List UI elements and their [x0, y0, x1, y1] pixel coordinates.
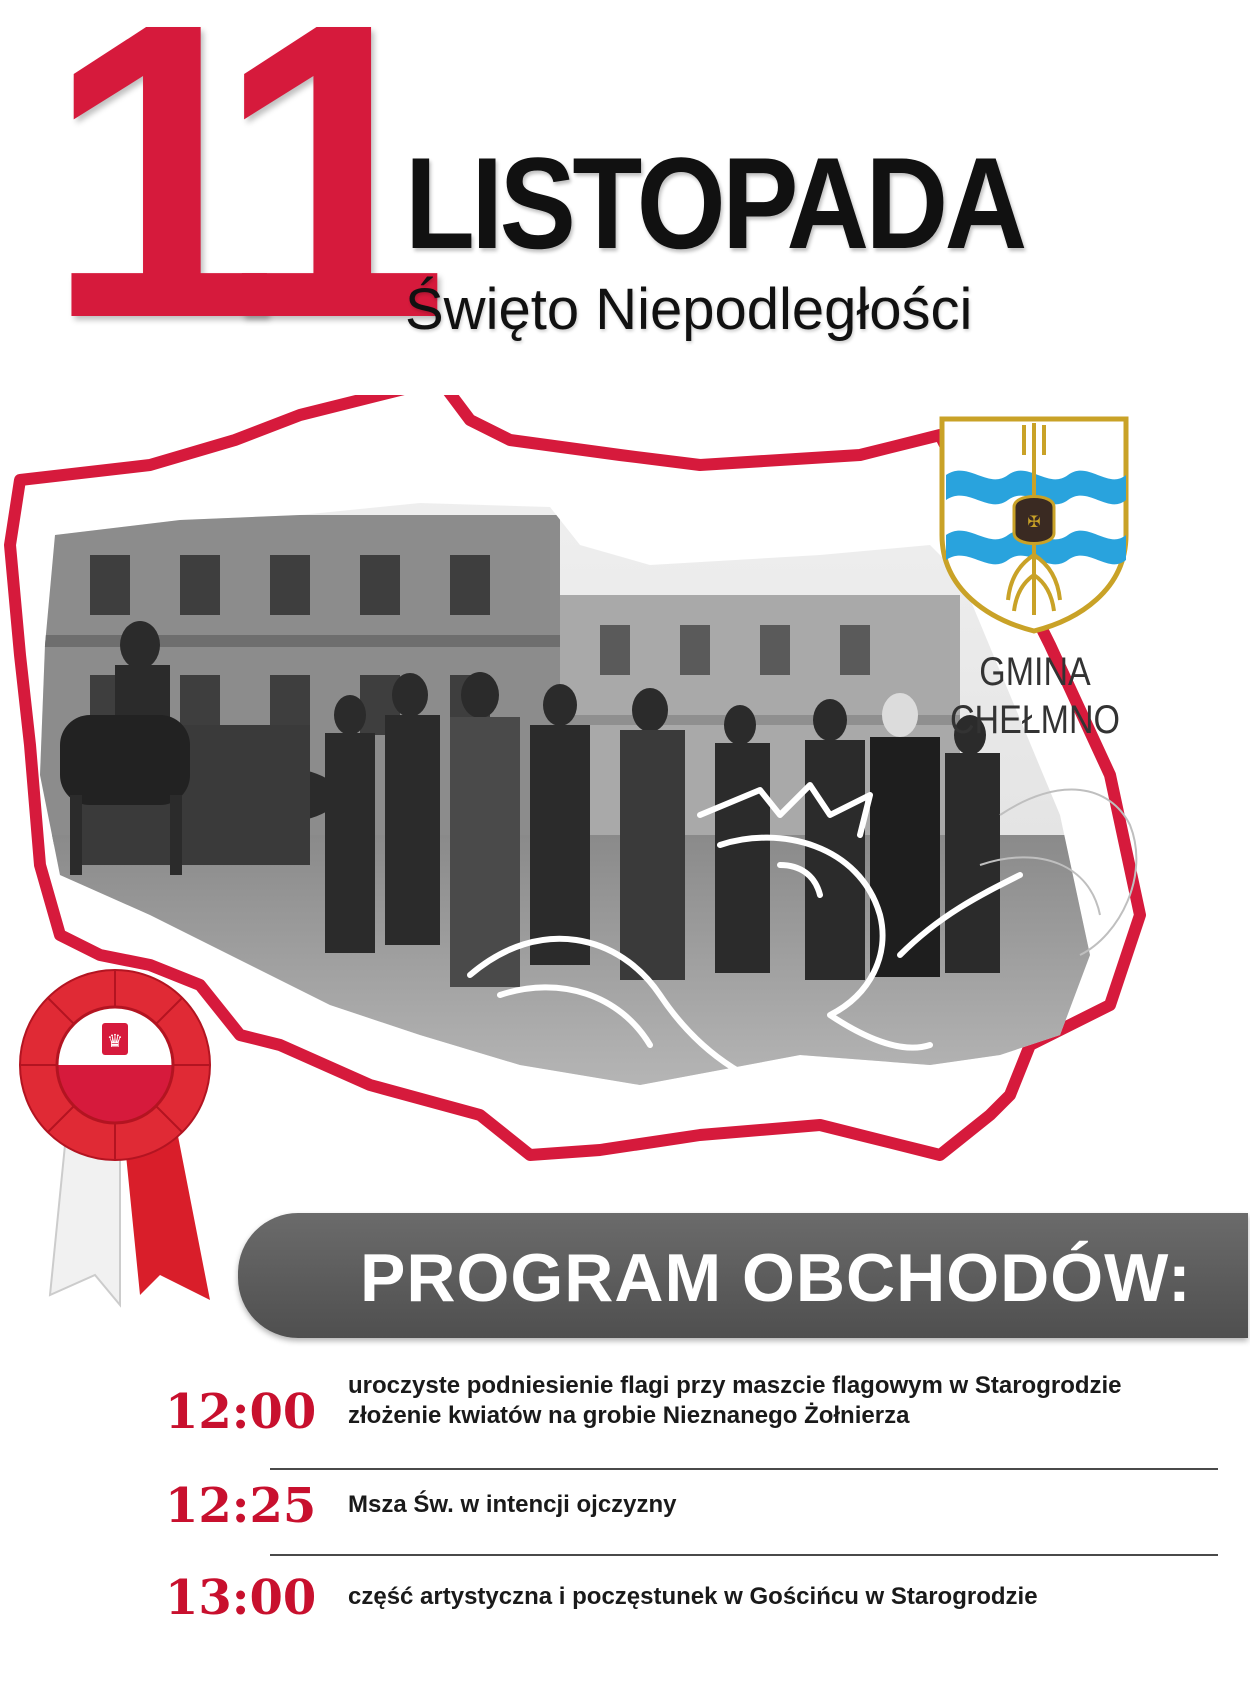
event-description [348, 1371, 1122, 1431]
national-rosette-icon [10, 945, 220, 1315]
gmina-line-2: CHEŁMNO [949, 698, 1121, 742]
divider [270, 1554, 1218, 1556]
event-time: 12:25 [165, 1478, 317, 1534]
divider [270, 1468, 1218, 1470]
event-description [348, 1490, 677, 1520]
gmina-chelmno-coat-of-arms-icon [938, 415, 1130, 635]
day-number: 11 [45, 0, 409, 406]
program-title: PROGRAM OBCHODÓW: [360, 1240, 1192, 1316]
svg-text:✠: ✠ [1027, 512, 1041, 531]
event-line: złożenie kwiatów na grobie Nieznanego Żołnierza [348, 1402, 910, 1429]
event-line: część artystyczna i poczęstunek w Gościńcu w Starogrodzie [348, 1583, 1038, 1610]
gmina-line-1: GMINA [979, 650, 1091, 694]
event-line: Msza Św. w intencji ojczyzny [348, 1491, 677, 1518]
gmina-label [942, 648, 1129, 744]
month-title: LISTOPADA [405, 130, 1024, 276]
event-line: uroczyste podniesienie flagi przy maszcie flagowym w Starogrodzie [348, 1372, 1122, 1399]
event-description [348, 1582, 1038, 1612]
event-time: 12:00 [165, 1384, 317, 1440]
event-time: 13:00 [165, 1570, 317, 1626]
holiday-subtitle: Święto Niepodległości [405, 277, 973, 342]
svg-text:♛: ♛ [106, 1031, 124, 1052]
